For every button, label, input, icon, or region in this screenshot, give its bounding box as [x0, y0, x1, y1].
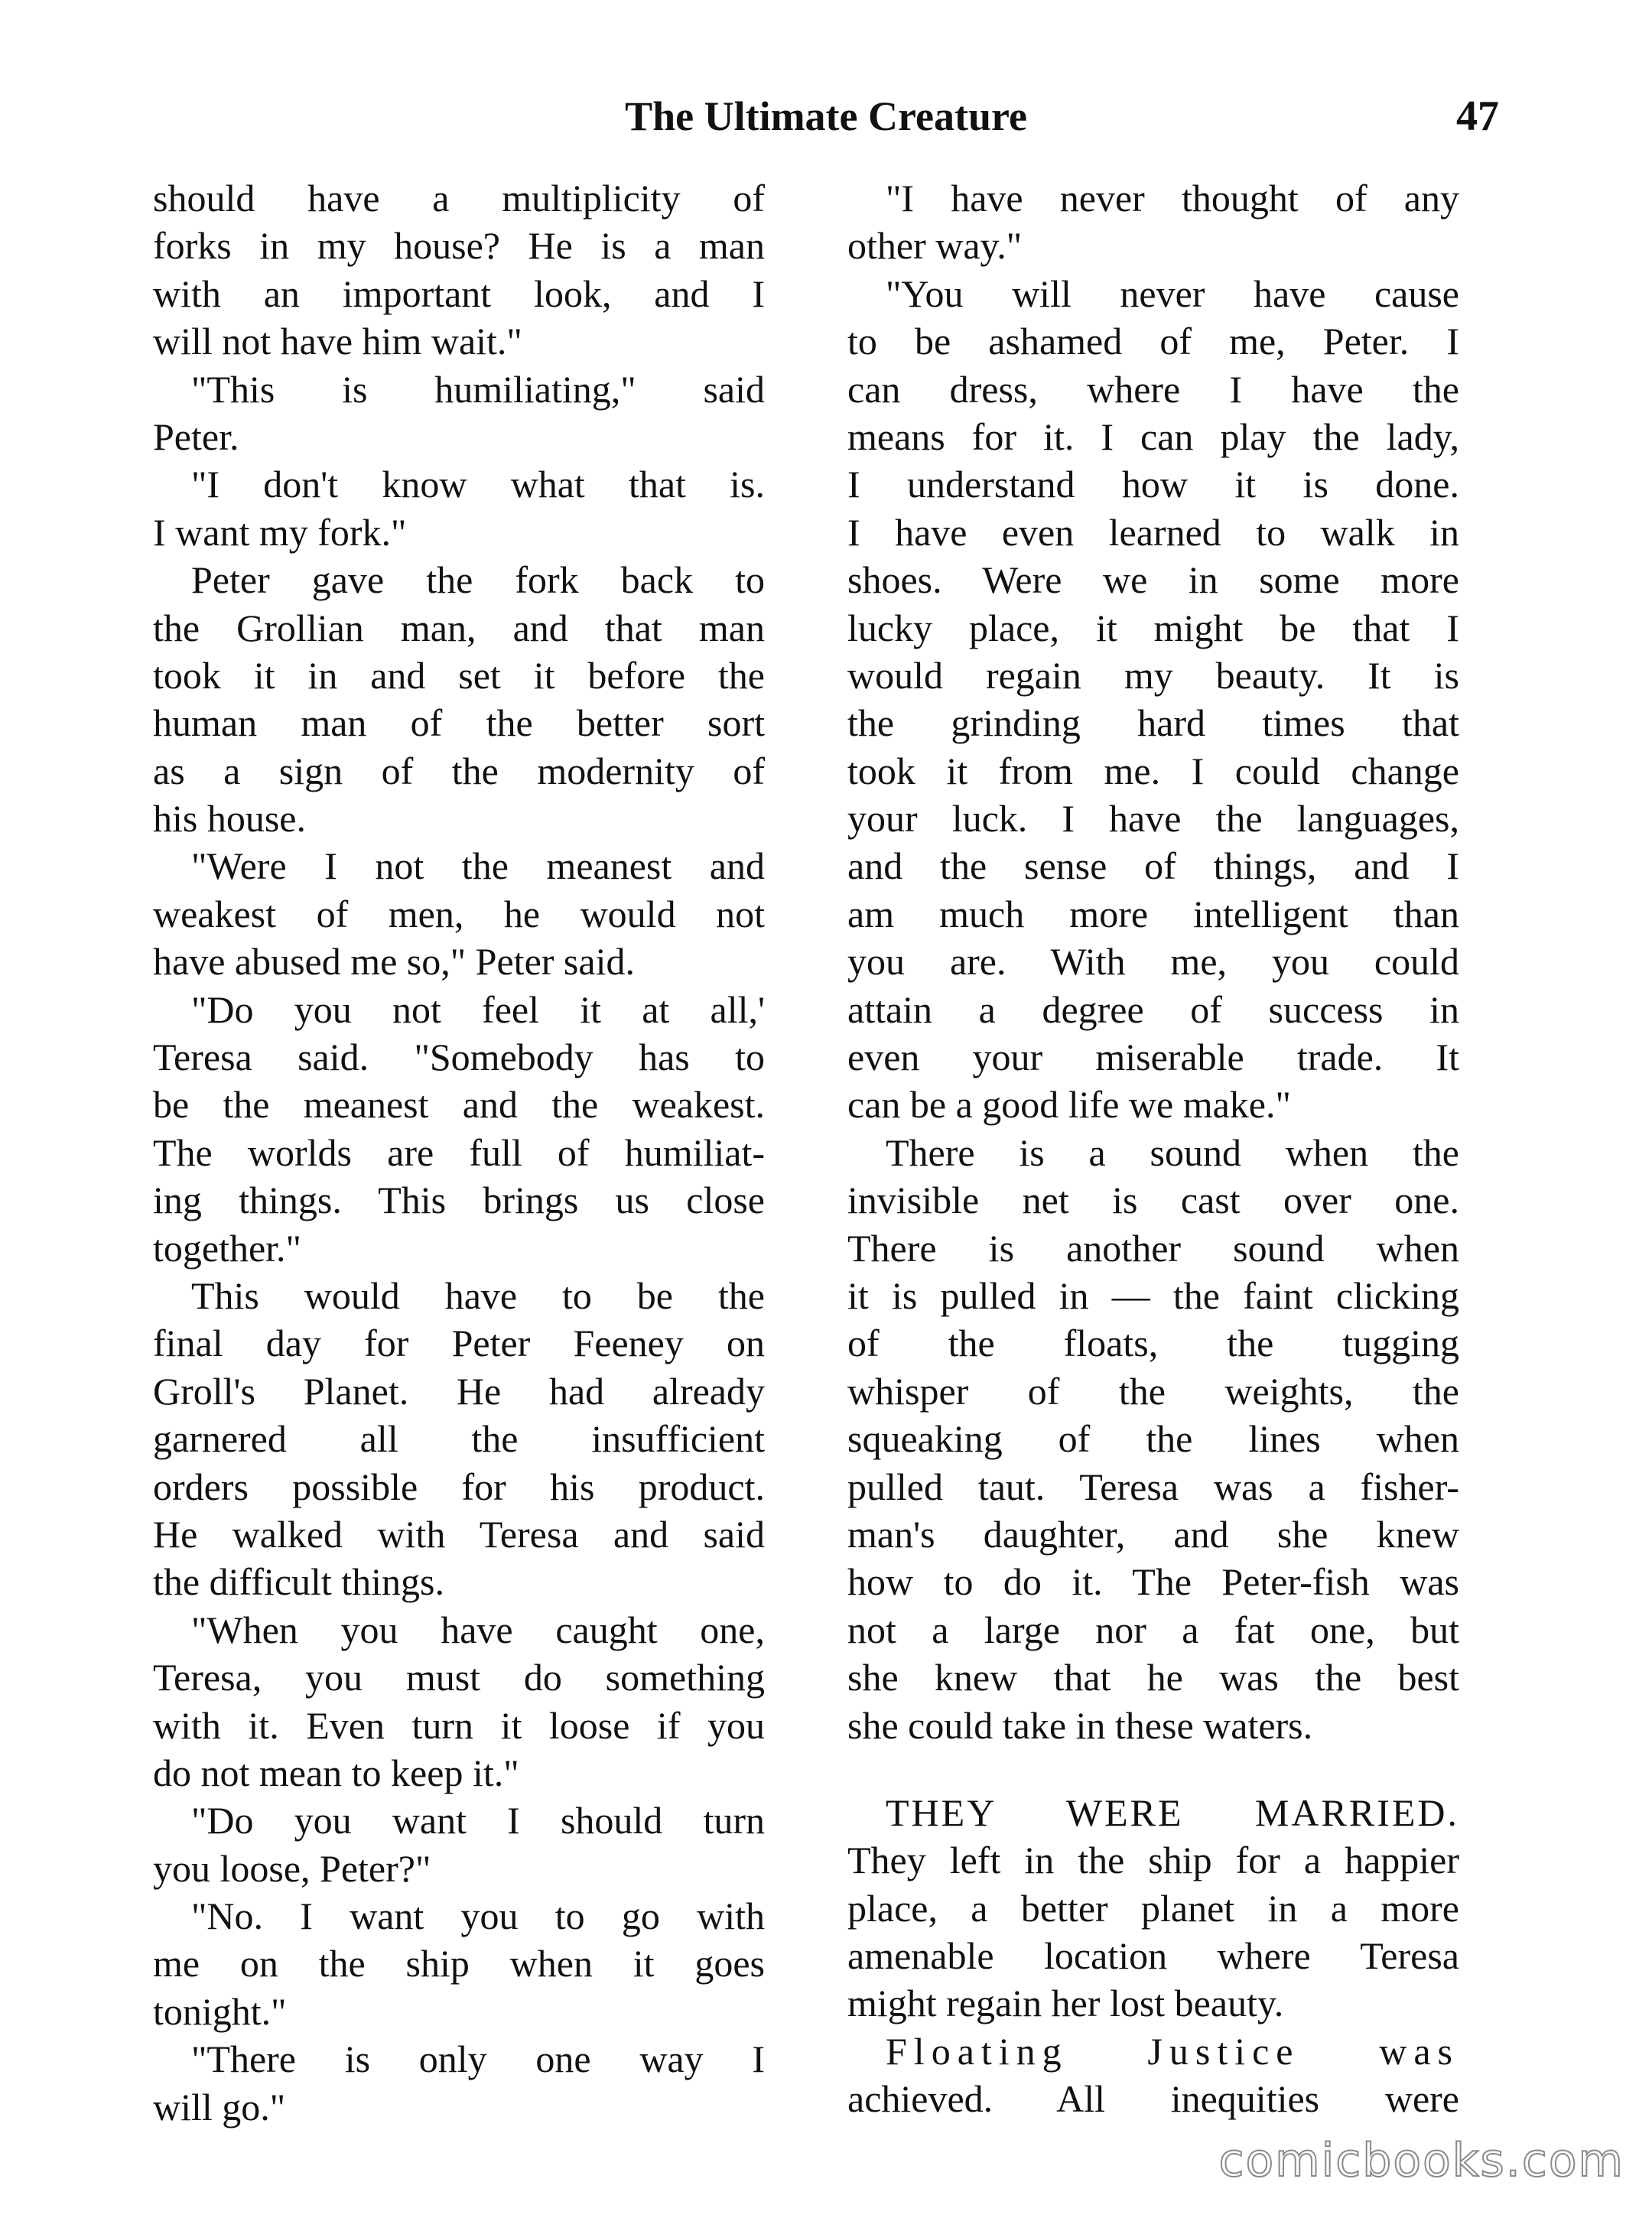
running-header — [153, 86, 1499, 147]
text-line: invisible net is cast over one. — [847, 1179, 1459, 1222]
text-line: to be ashamed of me, Peter. I — [847, 320, 1459, 363]
text-line: human man of the better sort — [153, 701, 765, 745]
text-line: squeaking of the lines when — [847, 1417, 1459, 1461]
text-line: as a sign of the modernity of — [153, 749, 765, 792]
text-line: with an important look, and I — [153, 272, 765, 315]
text-line: I understand how it is done. — [847, 463, 1459, 506]
text-line: have abused me so," Peter said. — [153, 940, 635, 984]
text-line: how to do it. The Peter-fish was — [847, 1560, 1459, 1604]
text-line: should have a multiplicity of — [153, 177, 765, 220]
text-line: other way." — [847, 224, 1023, 268]
text-line: shoes. Were we in some more — [847, 558, 1459, 602]
watermark-logo: comicbooks.com — [1218, 2134, 1624, 2187]
text-line: with it. Even turn it loose if you — [153, 1703, 765, 1747]
text-line: final day for Peter Feeney on — [153, 1322, 765, 1365]
text-line: do not mean to keep it." — [153, 1751, 519, 1794]
text-line: The worlds are full of humiliat- — [153, 1130, 765, 1174]
text-line: and the sense of things, and I — [847, 844, 1459, 888]
right-column — [847, 174, 1459, 2123]
running-title: The Ultimate Creature — [625, 93, 1027, 139]
text-line: the difficult things. — [153, 1560, 444, 1604]
text-line: "You will never have cause — [886, 272, 1459, 315]
text-line: They left in the ship for a happier — [847, 1839, 1459, 1882]
text-line: "This is humiliating," said — [191, 367, 765, 411]
text-line: not a large nor a fat one, but — [847, 1608, 1459, 1651]
text-line: me on the ship when it goes — [153, 1942, 765, 1985]
text-line: she could take in these waters. — [847, 1703, 1313, 1747]
text-line: Groll's Planet. He had already — [153, 1369, 765, 1413]
text-line: even your miserable trade. It — [847, 1036, 1459, 1079]
text-line: place, a better planet in a more — [847, 1886, 1459, 1930]
text-line: man's daughter, and she knew — [847, 1512, 1459, 1556]
text-line: you loose, Peter?" — [153, 1846, 431, 1890]
text-line: orders possible for his product. — [153, 1465, 765, 1508]
text-line: achieved. All inequities were — [847, 2077, 1459, 2121]
page-number: 47 — [1456, 93, 1499, 140]
text-line: I want my fork." — [153, 510, 407, 554]
left-column — [153, 174, 765, 2131]
text-line: your luck. I have the languages, — [847, 797, 1459, 841]
text-line: she knew that he was the best — [847, 1656, 1459, 1699]
text-line: it is pulled in — the faint clicking — [847, 1273, 1459, 1317]
text-line: I have even learned to walk in — [847, 510, 1459, 554]
text-line: took it from me. I could change — [847, 749, 1459, 792]
text-line: will go." — [153, 2085, 286, 2129]
text-line: forks in my house? He is a man — [153, 224, 765, 268]
text-line: pulled taut. Teresa was a fisher- — [847, 1465, 1459, 1508]
text-line: his house. — [153, 797, 306, 841]
text-line: would regain my beauty. It is — [847, 653, 1459, 697]
text-line: together." — [153, 1226, 301, 1270]
text-line: lucky place, it might be that I — [847, 606, 1459, 649]
text-line: "When you have caught one, — [191, 1608, 765, 1651]
text-line: garnered all the insufficient — [153, 1417, 765, 1461]
section-opening: THEY WERE MARRIED. — [886, 1790, 1459, 1834]
text-line: Teresa, you must do something — [153, 1656, 765, 1699]
text-line: tonight." — [153, 1989, 287, 2033]
text-line: Peter gave the fork back to — [191, 558, 765, 602]
text-line: you are. With me, you could — [847, 940, 1459, 984]
text-line: can dress, where I have the — [847, 367, 1459, 411]
text-line: There is another sound when — [847, 1226, 1459, 1270]
text-line: weakest of men, he would not — [153, 892, 765, 935]
text-line: Peter. — [153, 415, 239, 458]
text-line: "Do you not feel it at all,' — [191, 987, 765, 1031]
text-line: "I don't know what that is. — [191, 463, 765, 506]
text-line: attain a degree of success in — [847, 987, 1459, 1031]
text-line: the grinding hard times that — [847, 701, 1459, 745]
text-line: took it in and set it before the — [153, 653, 765, 697]
text-line: will not have him wait." — [153, 320, 522, 363]
text-line: of the floats, the tugging — [847, 1322, 1459, 1365]
text-line: Teresa said. "Somebody has to — [153, 1036, 765, 1079]
text-line: be the meanest and the weakest. — [153, 1083, 765, 1127]
text-line: ing things. This brings us close — [153, 1179, 765, 1222]
text-line: Floating Justice was — [886, 2029, 1459, 2073]
text-line: whisper of the weights, the — [847, 1369, 1459, 1413]
text-line: the Grollian man, and that man — [153, 606, 765, 649]
text-line: "I have never thought of any — [886, 177, 1459, 220]
text-line: "Were I not the meanest and — [191, 844, 765, 888]
text-line: He walked with Teresa and said — [153, 1512, 765, 1556]
text-line: means for it. I can play the lady, — [847, 415, 1459, 458]
text-line: There is a sound when the — [886, 1130, 1459, 1174]
text-line: might regain her lost beauty. — [847, 1982, 1284, 2025]
text-line: "Do you want I should turn — [191, 1799, 765, 1842]
text-line: can be a good life we make." — [847, 1083, 1291, 1127]
section-break — [847, 1749, 1459, 1789]
text-line: "There is only one way I — [191, 2038, 765, 2081]
text-line: This would have to be the — [191, 1273, 765, 1317]
text-line: am much more intelligent than — [847, 892, 1459, 935]
text-line: amenable location where Teresa — [847, 1934, 1459, 1978]
text-line: "No. I want you to go with — [191, 1894, 765, 1938]
